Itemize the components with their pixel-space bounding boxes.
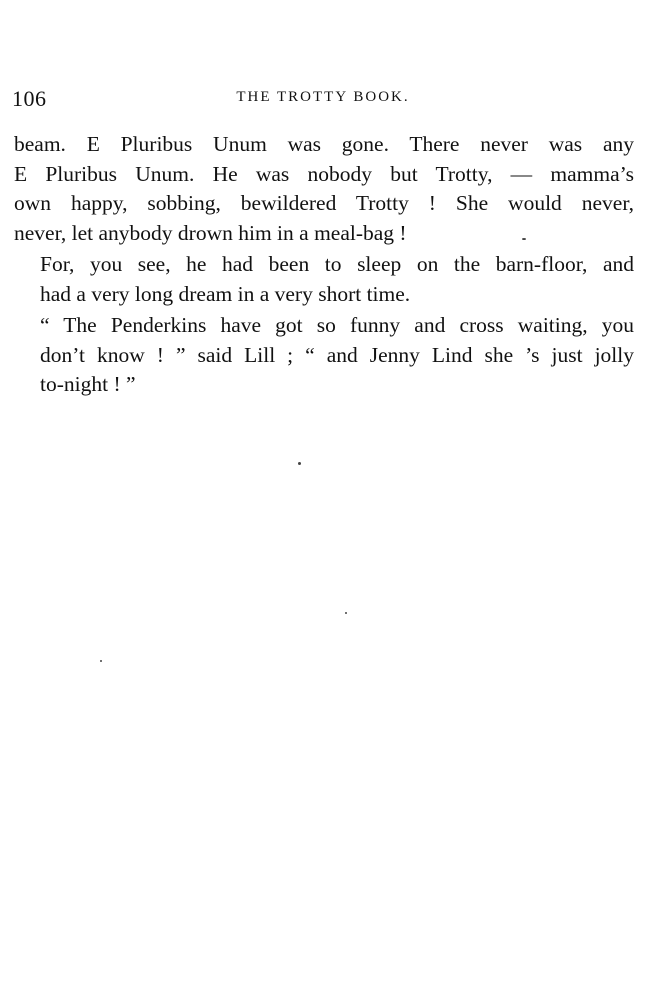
running-title: THE TROTTY BOOK. <box>236 89 410 105</box>
print-speck <box>345 612 347 614</box>
paragraph-2 <box>14 250 634 309</box>
page-number: 106 <box>12 86 47 111</box>
text-line: never, let anybody drown him in a meal-bag ! <box>14 220 407 245</box>
print-speck <box>100 660 102 662</box>
text-line: had a very long dream in a very short time. <box>40 281 411 306</box>
paragraph-3 <box>14 311 634 400</box>
text-line: to-night ! ” <box>40 372 136 396</box>
page-header <box>12 86 634 116</box>
text-line: E Pluribus Unum. He was nobody but Trotty, — mamma’s <box>14 161 634 186</box>
body-text <box>14 130 634 402</box>
paragraph-1 <box>14 130 634 248</box>
print-speck <box>298 462 301 465</box>
text-line: “ The Penderkins have got so funny and cross waiting, you <box>40 313 634 337</box>
text-line: beam. E Pluribus Unum was gone. There never was any <box>14 132 634 156</box>
print-speck <box>522 238 526 240</box>
text-line: own happy, sobbing, bewildered Trotty ! She would never, <box>14 191 634 215</box>
text-line: don’t know ! ” said Lill ; “ and Jenny Lind she ’s just jolly <box>40 342 634 367</box>
text-line: For, you see, he had been to sleep on the barn-floor, and <box>40 252 634 276</box>
